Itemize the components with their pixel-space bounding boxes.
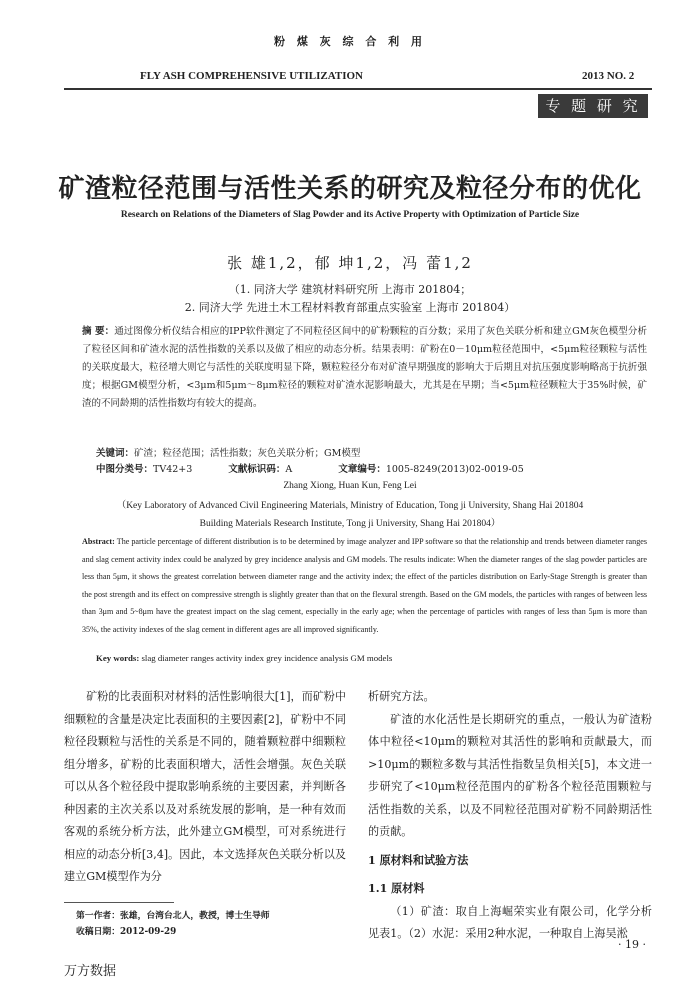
abstract-en-label: Abstract: <box>82 537 115 546</box>
abstract-cn-text: 通过图像分析仪结合相应的IPP软件测定了不同粒径区间中的矿粉颗粒的百分数；采用了灰色关联分析和建立GM灰色模型分析了粒径区间和矿渣水泥的活性指数的关系以及做了相应的动态分析。结果表明：矿粉在0－10μm粒径范围中，<5μm粒径颗粒与活性的关联度最大，粒径增大则它与活性的关联度明显下降，颗粒粒径分布对矿渣早期强度的影响大于后期且对抗压强度影响略高于抗折强度；根据GM模型分析，<3μm和5μm～8μm粒径的颗粒对矿渣水泥影响最大，尤其是在早期；当<5μm粒径颗粒大于35%时候，矿渣的不同龄期的活性指数均有较大的提高。 <box>82 326 647 409</box>
authors-cn: 张 雄1,2，郁 坤1,2，冯 蕾1,2 <box>227 254 473 272</box>
watermark: 万方数据 <box>64 964 117 979</box>
keywords-cn-label: 关键词： <box>96 448 135 459</box>
clc-label: 中图分类号： <box>96 464 154 475</box>
affiliation-cn-2: 2. 同济大学 先进土木工程材料教育部重点实验室 上海市 201804） <box>184 301 516 314</box>
abstract-cn-label: 摘 要： <box>82 326 115 337</box>
abstract-en-text: The particle percentage of different distribution is to be determined by image analyzer and IPP software so that the relationship and trends between diameter ranges and slag cement activity index could be analyzed by grey incidence analysis and GM models. The results indicate: When the diameter ranges of the slag powder particles are less than 5μm, it shows the greatest correlation between diameter range and the activity index; the effect of the particles distribution on Early-Stage Strength is greater than the post strength and its effect on compressive strength is slightly greater than that on the flexural strength. Based on the GM models, the particles with ranges of between less than 3μm and 5~8μm have the greatest impact on the slag cement, especially in the early age; when the percentage of particles with ranges of less than 5μm is more than 35%, the activity indexes of the slag cement in different ages are all improved significantly. <box>82 537 647 634</box>
issue-number: 2013 NO. 2 <box>582 70 635 82</box>
keywords-cn-text: 矿渣；粒径范围；活性指数；灰色关联分析；GM模型 <box>134 448 361 459</box>
keywords-cn <box>96 445 360 459</box>
article-title-en: Research on Relations of the Diameters of Slag Powder and its Active Property with Optimization of Particle Size <box>120 210 580 220</box>
header-rule <box>64 88 652 90</box>
body-column-left <box>64 686 346 889</box>
intro-paragraph: 矿粉的比表面积对材料的活性影响很大[1]，而矿粉中细颗粒的含量是决定比表面积的主要因素[2]，矿粉中不同粒径段颗粒与活性的关系是不同的，随着颗粒群中细颗粒组分增多，矿粉的比表面积增大，活性会增强。灰色关联可以从各个粒径段中提取影响系统的主要因素，并判断各种因素的主次关系以及对系统发展的影响，是一种有效而客观的系统分析方法，此外建立GM模型，可对系统进行相应的动态分析[3,4]。因此，本文选择灰色关联分析以及建立GM模型作为分 <box>64 690 346 883</box>
materials-paragraph: （1）矿渣：取自上海崛荣实业有限公司，化学分析见表1。（2）水泥：采用2种水泥，一种取自上海吴淞 <box>368 904 652 940</box>
footnote-author: 第一作者：张雄，台湾台北人，教授，博士生导师 <box>76 911 270 921</box>
body-column-right <box>368 686 652 946</box>
background-paragraph: 矿渣的水化活性是长期研究的重点，一般认为矿渣粉体中粒径<10μm的颗粒对其活性的影响和贡献最大，而>10μm的颗粒多数与其活性指数呈负相关[5]，本文进一步研究了<10μm粒径范围内的矿粉各个粒径范围颗粒与活性指数的关系，以及不同粒径范围对矿粉不同龄期活性的贡献。 <box>368 712 652 838</box>
doc-code-label: 文献标识码： <box>228 464 286 475</box>
section-heading-1: 1 原材料和试验方法 <box>368 853 469 867</box>
keywords-en-label: Key words: <box>96 653 140 663</box>
footnote-date: 收稿日期：2012-09-29 <box>76 927 177 937</box>
abstract-en <box>82 533 647 639</box>
affiliation-cn-1: （1. 同济大学 建筑材料研究所 上海市 201804； <box>228 283 472 296</box>
keywords-en-text: slag diameter ranges activity index grey incidence analysis GM models <box>141 653 393 663</box>
article-number-label: 文章编号： <box>338 464 386 475</box>
footnote-rule <box>64 902 174 903</box>
affiliation-en-1: （Key Laboratory of Advanced Civil Engineering Materials, Ministry of Education, Tong ji University, Shang Hai 201804 <box>116 501 584 511</box>
keywords-en <box>96 653 392 663</box>
classification-line <box>96 461 656 475</box>
section-heading-1-1: 1.1 原材料 <box>368 882 425 895</box>
journal-title-en: FLY ASH COMPREHENSIVE UTILIZATION <box>140 70 364 82</box>
affiliation-en-2: Building Materials Research Institute, Tong ji University, Shang Hai 201804） <box>199 519 501 529</box>
journal-title-cn: 粉 煤 灰 综 合 利 用 <box>274 35 426 48</box>
authors-en: Zhang Xiong, Huan Kun, Feng Lei <box>283 481 417 491</box>
section-banner: 专 题 研 究 <box>538 94 648 118</box>
doc-code-value: A <box>285 464 293 475</box>
abstract-cn <box>82 323 647 413</box>
page-number: · 19 · <box>618 938 646 951</box>
article-number-value: 1005-8249(2013)02-0019-05 <box>385 464 524 475</box>
clc-value: TV42+3 <box>153 464 193 475</box>
article-title-cn: 矿渣粒径范围与活性关系的研究及粒径分布的优化 <box>58 174 642 204</box>
intro-continuation: 析研究方法。 <box>368 690 435 703</box>
